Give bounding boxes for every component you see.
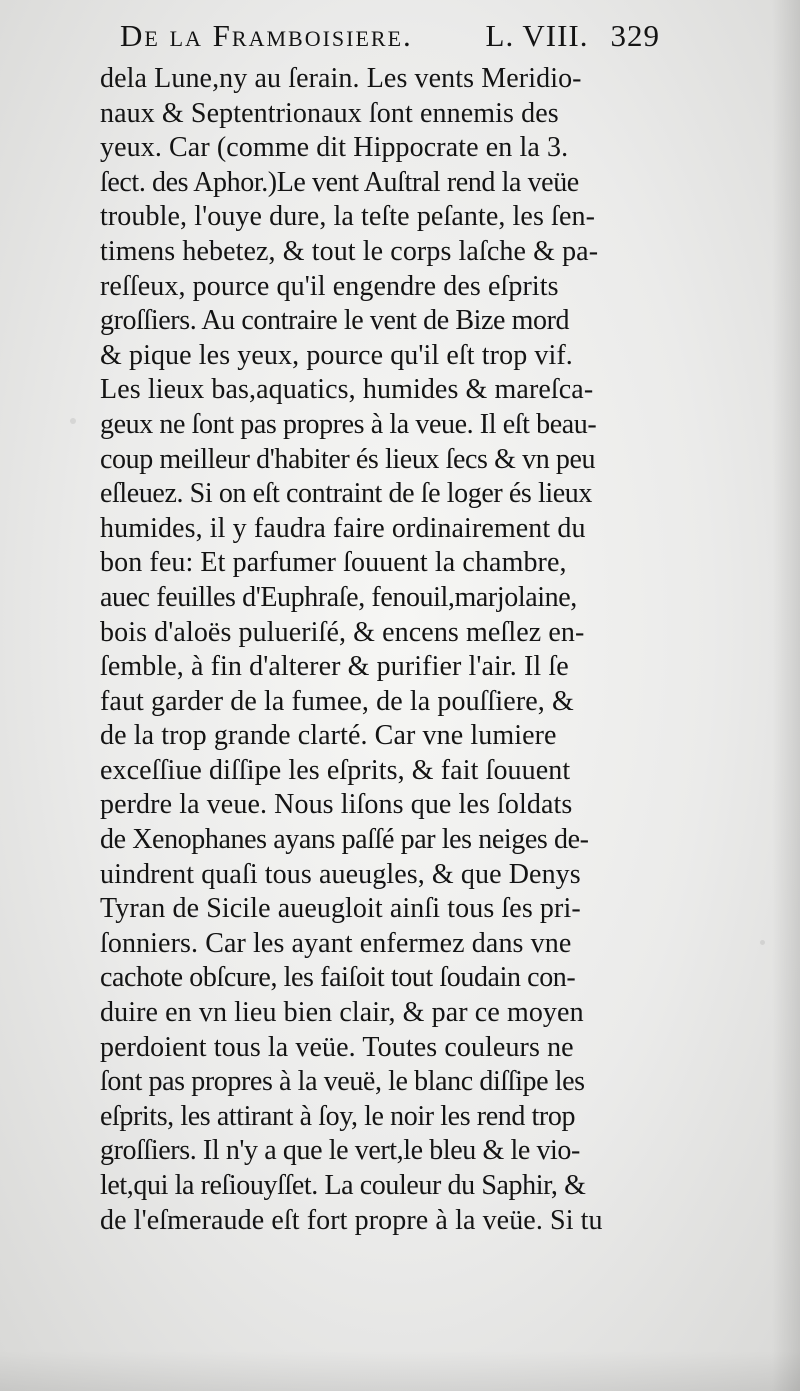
ink-smudge	[760, 940, 765, 945]
running-head	[100, 18, 660, 62]
text-line: ſont pas propres à la veuë, le blanc diſſipe les	[100, 1066, 585, 1098]
text-line: groſſiers. Au contraire le vent de Bize mord	[100, 305, 570, 337]
text-line: uindrent quaſi tous aueugles, & que Denys	[100, 858, 581, 890]
body-text	[100, 62, 660, 1238]
text-line: faut garder de la fumee, de la pouſſiere, &	[100, 685, 574, 717]
text-line: dela Lune,ny au ſerain. Les vents Meridio-	[100, 63, 582, 94]
text-line: de Xenophanes ayans paſſé par les neiges de-	[100, 824, 589, 856]
text-line: coup meilleur d'habiter és lieux ſecs & vn peu	[100, 443, 596, 475]
running-head-right	[486, 18, 660, 54]
text-line: exceſſiue diſſipe les eſprits, & fait ſouuent	[100, 754, 571, 786]
text-line: duire en vn lieu bien clair, & par ce moyen	[100, 997, 584, 1029]
text-line: de l'eſmeraude eſt fort propre à la veüe. Si tu	[100, 1204, 603, 1236]
ink-smudge	[70, 418, 76, 424]
page-edge-shadow	[772, 0, 800, 1391]
text-line: timens hebetez, & tout le corps laſche & pa-	[100, 235, 599, 267]
text-line: let,qui la reſiouyſſet. La couleur du Saphir, &	[100, 1170, 586, 1201]
text-line: Les lieux bas,aquatics, humides & mareſca-	[100, 374, 594, 406]
text-line: ſonniers. Car les ayant enfermez dans vne	[100, 927, 572, 959]
page-number: 329	[610, 18, 660, 53]
text-line: cachote obſcure, les faiſoit tout ſoudain con-	[100, 962, 576, 994]
text-line: humides, il y faudra faire ordinairement du	[100, 512, 586, 544]
book-number: L. VIII.	[485, 18, 589, 53]
text-line: & pique les yeux, pource qu'il eſt trop vif.	[100, 339, 573, 371]
text-line: ſemble, à fin d'alterer & purifier l'air. Il ſe	[100, 651, 569, 683]
text-line: yeux. Car (comme dit Hippocrate en la 3.	[100, 132, 569, 164]
text-line: geux ne ſont pas propres à la veue. Il eſt beau-	[100, 408, 597, 440]
running-head-title: De la Framboisiere.	[120, 18, 413, 53]
text-line: perdoient tous la veüe. Toutes couleurs ne	[100, 1031, 574, 1063]
text-line: reſſeux, pource qu'il engendre des eſprits	[100, 270, 559, 302]
text-line: auec feuilles d'Euphraſe, fenouil,marjolaine,	[100, 581, 577, 613]
text-line: bois d'aloës pulueriſé, & encens meſlez en-	[100, 616, 585, 648]
text-line: trouble, l'ouye dure, la teſte peſante, les ſen-	[100, 201, 595, 233]
text-line: Tyran de Sicile aueugloit ainſi tous ſes pri-	[100, 893, 581, 925]
text-line: groſſiers. Il n'y a que le vert,le bleu & le vio-	[100, 1135, 580, 1167]
text-line: de la trop grande clarté. Car vne lumiere	[100, 720, 557, 752]
text-block	[100, 18, 660, 1238]
text-line: ſect. des Aphor.)Le vent Auſtral rend la veüe	[100, 166, 579, 198]
text-line: eſleuez. Si on eſt contraint de ſe loger és lieux	[100, 478, 593, 510]
page-bottom-shadow	[0, 1351, 800, 1391]
text-line: eſprits, les attirant à ſoy, le noir les rend trop	[100, 1100, 576, 1132]
text-line: perdre la veue. Nous liſons que les ſoldats	[100, 789, 573, 821]
text-line: bon feu: Et parfumer ſouuent la chambre,	[100, 547, 567, 579]
text-line: naux & Septentrionaux ſont ennemis des	[100, 97, 559, 129]
